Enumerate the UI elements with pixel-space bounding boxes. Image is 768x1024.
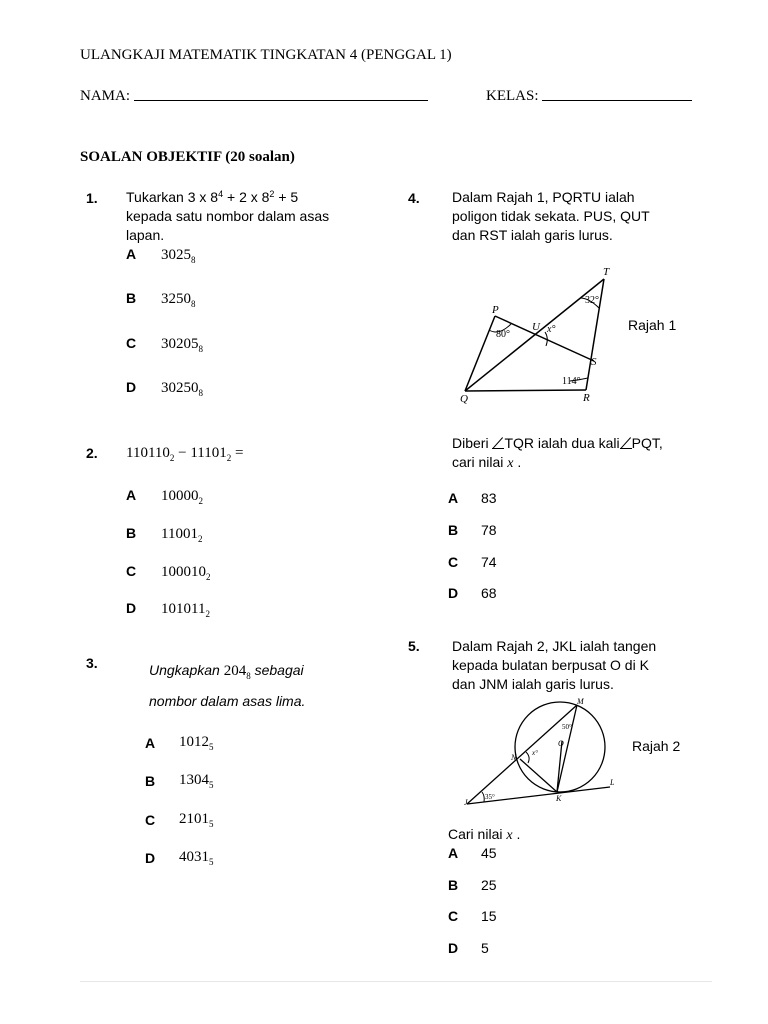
- q4-option-a[interactable]: A 83: [448, 490, 497, 506]
- footer-divider: [80, 981, 712, 982]
- class-label: KELAS:: [486, 88, 539, 104]
- q4-option-b[interactable]: B 78: [448, 522, 497, 538]
- section-title: SOALAN OBJEKTIF (20 soalan): [80, 149, 295, 165]
- document-title: ULANGKAJI MATEMATIK TINGKATAN 4 (PENGGAL 1): [80, 47, 452, 63]
- q2-option-a[interactable]: A $10000_2$: [126, 487, 203, 506]
- q3-text: Ungkapkan $204_8$ sebagai nombor dalam asas lima.: [149, 662, 306, 709]
- label-s: S: [591, 356, 597, 368]
- angle-s-label: 114°: [562, 376, 581, 387]
- q5-option-a[interactable]: A 45: [448, 845, 497, 861]
- rajah-2-label: Rajah 2: [632, 738, 681, 754]
- figure-rajah-2: [460, 697, 622, 811]
- q2-option-c[interactable]: C $100010_2$: [126, 563, 211, 582]
- label-k: K: [556, 794, 562, 803]
- name-blank[interactable]: [134, 88, 428, 101]
- label-l: L: [610, 778, 615, 787]
- q5-text: Dalam Rajah 2, JKL ialah tangen kepada bulatan berpusat O di K dan JNM ialah garis lurus.: [452, 638, 657, 692]
- angle-p-label: 80°: [496, 329, 510, 340]
- line-qt: [465, 279, 604, 391]
- q4-option-c[interactable]: C 74: [448, 554, 497, 570]
- rajah-1-label: Rajah 1: [628, 317, 677, 333]
- q2-number: 2.: [86, 445, 98, 461]
- angle-m-label: 50°: [562, 723, 572, 731]
- angle-symbol-icon: [620, 437, 632, 449]
- line-qr: [465, 390, 586, 391]
- figure-rajah-1: [455, 262, 620, 407]
- class-blank[interactable]: [542, 88, 692, 101]
- q1-option-d[interactable]: D $30250_8$: [126, 379, 203, 398]
- q4-given-text: Diberi TQR ialah dua kali PQT, cari nilai x .: [452, 435, 663, 471]
- q5-option-d[interactable]: D 5: [448, 940, 489, 956]
- q3-option-d[interactable]: D $4031_5$: [145, 849, 214, 867]
- q4-option-d[interactable]: D 68: [448, 585, 497, 601]
- angle-t-label: 32°: [585, 295, 599, 306]
- q3-option-a[interactable]: A $1012_5$: [145, 734, 214, 752]
- q1-text: Tukarkan 3 x $8^4 + 2$ x $8^2 + 5$ kepada satu nombor dalam asas lapan.: [126, 189, 330, 243]
- angle-n-label: x°: [532, 749, 538, 757]
- q2-option-b[interactable]: B $11001_2$: [126, 525, 203, 544]
- label-q: Q: [460, 393, 468, 405]
- q2-option-d[interactable]: D $101011_2$: [126, 600, 210, 619]
- label-n: N: [511, 753, 517, 762]
- angle-u-label: x°: [547, 324, 556, 335]
- label-u: U: [532, 321, 540, 333]
- angle-symbol-icon: [492, 437, 504, 449]
- label-t: T: [603, 266, 610, 278]
- label-p: P: [492, 304, 499, 316]
- q3-option-b[interactable]: B $1304_5$: [145, 772, 214, 790]
- q5-option-b[interactable]: B 25: [448, 877, 497, 893]
- q1-option-c[interactable]: C $30205_8$: [126, 335, 203, 354]
- q3-number: 3.: [86, 655, 98, 671]
- q2-expression: $110110_2 - 11101_2$ =: [126, 445, 244, 463]
- q5-option-c[interactable]: C 15: [448, 908, 497, 924]
- arc-j: [482, 792, 484, 802]
- q1-option-a[interactable]: A $3025_8$: [126, 246, 196, 265]
- label-j: J: [464, 798, 468, 807]
- line-km: [557, 705, 577, 792]
- label-r: R: [583, 392, 590, 404]
- q3-option-c[interactable]: C $2101_5$: [145, 811, 214, 829]
- q1-number: 1.: [86, 190, 98, 206]
- name-label: NAMA:: [80, 88, 131, 104]
- q5-number: 5.: [408, 638, 420, 654]
- q4-number: 4.: [408, 190, 420, 206]
- arc-n: [526, 752, 529, 763]
- label-m: M: [577, 697, 584, 706]
- class-field[interactable]: [486, 88, 692, 105]
- q1-option-b[interactable]: B $3250_8$: [126, 290, 196, 309]
- q4-text: Dalam Rajah 1, PQRTU ialah poligon tidak sekata. PUS, QUT dan RST ialah garis lurus.: [452, 189, 650, 243]
- name-field[interactable]: [80, 88, 428, 105]
- angle-j-label: 35°: [485, 793, 495, 801]
- q5-find-text: Cari nilai x .: [448, 826, 521, 843]
- label-o: O: [558, 739, 564, 748]
- line-ok: [557, 741, 562, 792]
